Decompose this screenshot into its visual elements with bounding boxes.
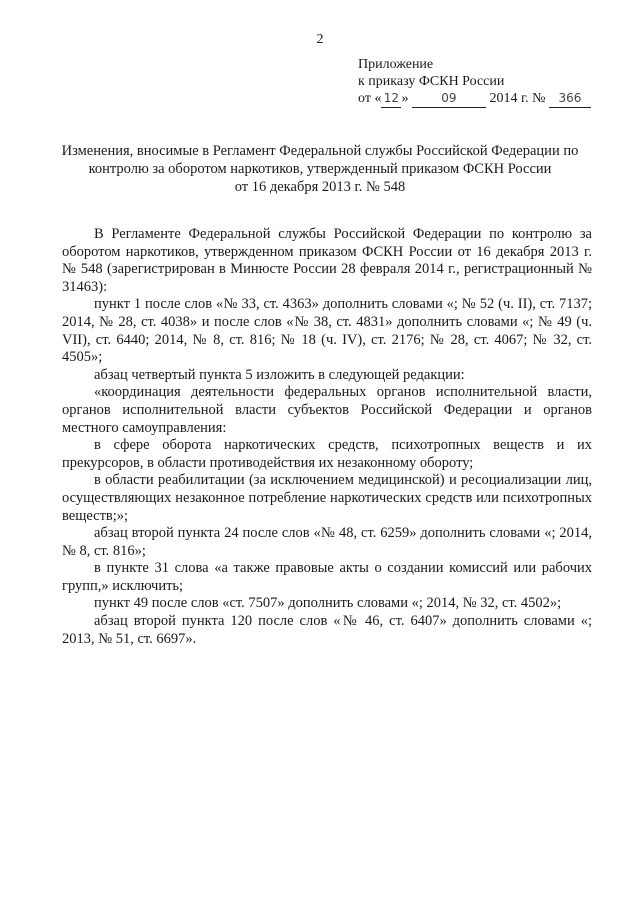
paragraph: пункт 49 после слов «ст. 7507» дополнить словами «; 2014, № 32, ст. 4502»; xyxy=(94,595,562,612)
appendix-block xyxy=(358,56,591,108)
appendix-quote-close: » xyxy=(401,91,409,106)
document-title xyxy=(40,142,600,196)
appendix-from: от xyxy=(358,91,371,106)
paragraph: «координация деятельности федеральных органов исполнительной власти, органов исполнительной власти субъектов Российской Федерации и органов местного самоуправления: xyxy=(62,384,592,436)
appendix-month: 09 xyxy=(412,90,486,108)
paragraph: пункт 1 после слов «№ 33, ст. 4363» дополнить словами «; № 52 (ч. II), ст. 7137; 2014, № 28, ст. 4038» и после слов «№ 38, ст. 4831» дополнить словами «; № 49 (ч. VII), ст. 6440; 2014, № 8, ст. 816; № 18 (ч. IV), ст. 2176; № 28, ст. 4067; № 32, ст. 4505»; xyxy=(62,296,592,366)
appendix-order-ref: к приказу ФСКН России xyxy=(358,74,505,89)
appendix-day: 12 xyxy=(381,90,401,108)
paragraph: в области реабилитации (за исключением медицинской) и ресоциализации лиц, осуществляющих незаконное потребление наркотических средств или психотропных веществ;»; xyxy=(62,472,592,524)
appendix-number: 366 xyxy=(549,90,591,108)
paragraph: в пункте 31 слова «а также правовые акты о создании комиссий или рабочих групп,» исключить; xyxy=(62,560,592,594)
appendix-year: 2014 г. № xyxy=(489,91,546,106)
paragraph: абзац второй пункта 24 после слов «№ 48, ст. 6259» дополнить словами «; 2014, № 8, ст. 816»; xyxy=(62,525,592,559)
title-line: Изменения, вносимые в Регламент Федеральной службы Российской Федерации по xyxy=(61,143,579,159)
paragraph: В Регламенте Федеральной службы Российской Федерации по контролю за оборотом наркотиков, утвержденном приказом ФСКН России от 16 декабря 2013 г. № 548 (зарегистрирован в Минюсте России 28 февраля 2014 г., регистрационный № 31463): xyxy=(62,226,592,295)
title-line: контролю за оборотом наркотиков, утвержденный приказом ФСКН России xyxy=(88,161,552,177)
appendix-date-line xyxy=(358,90,591,108)
document-body xyxy=(62,226,592,648)
appendix-quote-open: « xyxy=(374,91,382,106)
paragraph: в сфере оборота наркотических средств, психотропных веществ и их прекурсоров, в области противодействия их незаконному обороту; xyxy=(62,437,592,471)
page-number: 2 xyxy=(316,32,324,47)
paragraph: абзац четвертый пункта 5 изложить в следующей редакции: xyxy=(94,366,465,383)
paragraph: абзац второй пункта 120 после слов «№ 46, ст. 6407» дополнить словами «; 2013, № 51, ст. 6697». xyxy=(62,613,592,647)
appendix-title: Приложение xyxy=(358,57,434,72)
title-line: от 16 декабря 2013 г. № 548 xyxy=(234,179,406,195)
